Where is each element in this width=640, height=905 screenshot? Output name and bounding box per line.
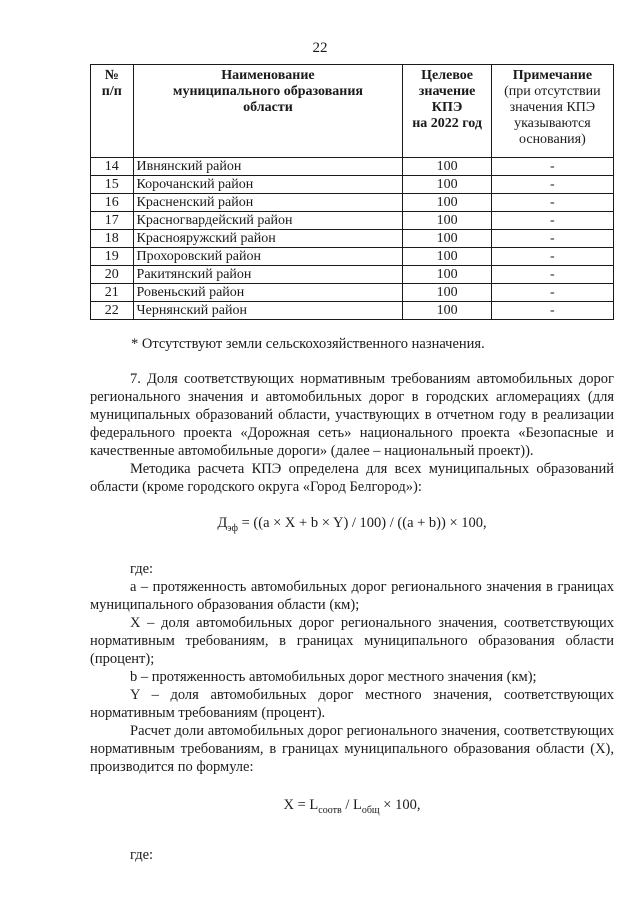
cell-num: 17 bbox=[91, 212, 134, 230]
cell-value: 100 bbox=[403, 248, 491, 266]
cell-note: - bbox=[491, 176, 613, 194]
table-row bbox=[91, 194, 614, 212]
cell-value: 100 bbox=[403, 284, 491, 302]
cell-num: 22 bbox=[91, 302, 134, 320]
cell-num: 14 bbox=[91, 158, 134, 176]
method-paragraph: Методика расчета КПЭ определена для всех муниципальных образований области (кроме городского округа «Город Белгород»): bbox=[90, 461, 614, 495]
cell-note: - bbox=[491, 194, 613, 212]
cell-note: - bbox=[491, 248, 613, 266]
cell-note: - bbox=[491, 266, 613, 284]
cell-note: - bbox=[491, 230, 613, 248]
cell-name: Ровеньский район bbox=[133, 284, 403, 302]
cell-note: - bbox=[491, 284, 613, 302]
cell-value: 100 bbox=[403, 302, 491, 320]
page-number: 22 bbox=[312, 40, 328, 56]
formula-d-ef: $Д_{эф} = ((a \times X + b \times Y) / 100) / ((a + b)) \times 100$, bbox=[217, 515, 487, 534]
cell-name: Красненский район bbox=[133, 194, 403, 212]
body-text bbox=[90, 370, 614, 864]
header-note: Примечание (при отсутствии значения КПЭ указываются основания) bbox=[491, 65, 613, 158]
table-header-row bbox=[91, 65, 614, 158]
definition-b: b – протяженность автомобильных дорог местного значения (км); bbox=[130, 668, 537, 685]
cell-name: Красногвардейский район bbox=[133, 212, 403, 230]
formula-x: $X = L_{соотв} / L_{общ} \times 100$, bbox=[283, 796, 421, 816]
table-row bbox=[91, 230, 614, 248]
definition-a: a – протяженность автомобильных дорог регионального значения в границах муниципального образования области (км); bbox=[90, 578, 614, 613]
header-value: Целевое значение КПЭ на 2022 год bbox=[403, 65, 491, 158]
header-name: Наименование муниципального образования области bbox=[133, 65, 403, 158]
cell-num: 16 bbox=[91, 194, 134, 212]
cell-name: Краснояружский район bbox=[133, 230, 403, 248]
cell-note: - bbox=[491, 158, 613, 176]
cell-num: 18 bbox=[91, 230, 134, 248]
cell-value: 100 bbox=[403, 212, 491, 230]
table-row bbox=[91, 284, 614, 302]
table-row bbox=[91, 158, 614, 176]
cell-num: 15 bbox=[91, 176, 134, 194]
cell-num: 19 bbox=[91, 248, 134, 266]
calc-paragraph: Расчет доли автомобильных дорог регионального значения, соответствующих нормативным требованиям, в границах муниципального образования области (X), производится по формуле: bbox=[90, 722, 614, 775]
kpe-table bbox=[90, 64, 614, 320]
cell-name: Чернянский район bbox=[133, 302, 403, 320]
cell-name: Ракитянский район bbox=[133, 266, 403, 284]
where-label-2: где: bbox=[130, 846, 154, 863]
table-row bbox=[91, 302, 614, 320]
cell-num: 21 bbox=[91, 284, 134, 302]
cell-note: - bbox=[491, 212, 613, 230]
cell-note: - bbox=[491, 302, 613, 320]
cell-name: Ивнянский район bbox=[133, 158, 403, 176]
cell-value: 100 bbox=[403, 158, 491, 176]
paragraph-7: 7. Доля соответствующих нормативным требованиям автомобильных дорог регионального значения и автомобильных дорог в городских агломерациях (для муниципальных образований области, участвующих в отчетном году в реализации федерального проекта «Дорожная сеть» национального проекта «Безопасные и качественные автомобильные дороги» (далее – национальный проект)). bbox=[90, 371, 614, 459]
cell-num: 20 bbox=[91, 266, 134, 284]
header-num: № п/п bbox=[91, 65, 134, 158]
definition-y: Y – доля автомобильных дорог местного значения, соответствующих нормативным требованиям (процент). bbox=[90, 686, 614, 721]
cell-value: 100 bbox=[403, 194, 491, 212]
table-row bbox=[91, 248, 614, 266]
cell-name: Прохоровский район bbox=[133, 248, 403, 266]
table-row bbox=[91, 176, 614, 194]
cell-value: 100 bbox=[403, 230, 491, 248]
cell-name: Корочанский район bbox=[133, 176, 403, 194]
cell-value: 100 bbox=[403, 266, 491, 284]
table-row bbox=[91, 212, 614, 230]
cell-value: 100 bbox=[403, 176, 491, 194]
table-row bbox=[91, 266, 614, 284]
definition-x: X – доля автомобильных дорог регионального значения, соответствующих нормативным требованиям, в границах муниципального образования области (процент); bbox=[90, 614, 614, 667]
where-label: где: bbox=[130, 560, 154, 577]
footnote: * Отсутствуют земли сельскохозяйственного назначения. bbox=[131, 336, 485, 352]
